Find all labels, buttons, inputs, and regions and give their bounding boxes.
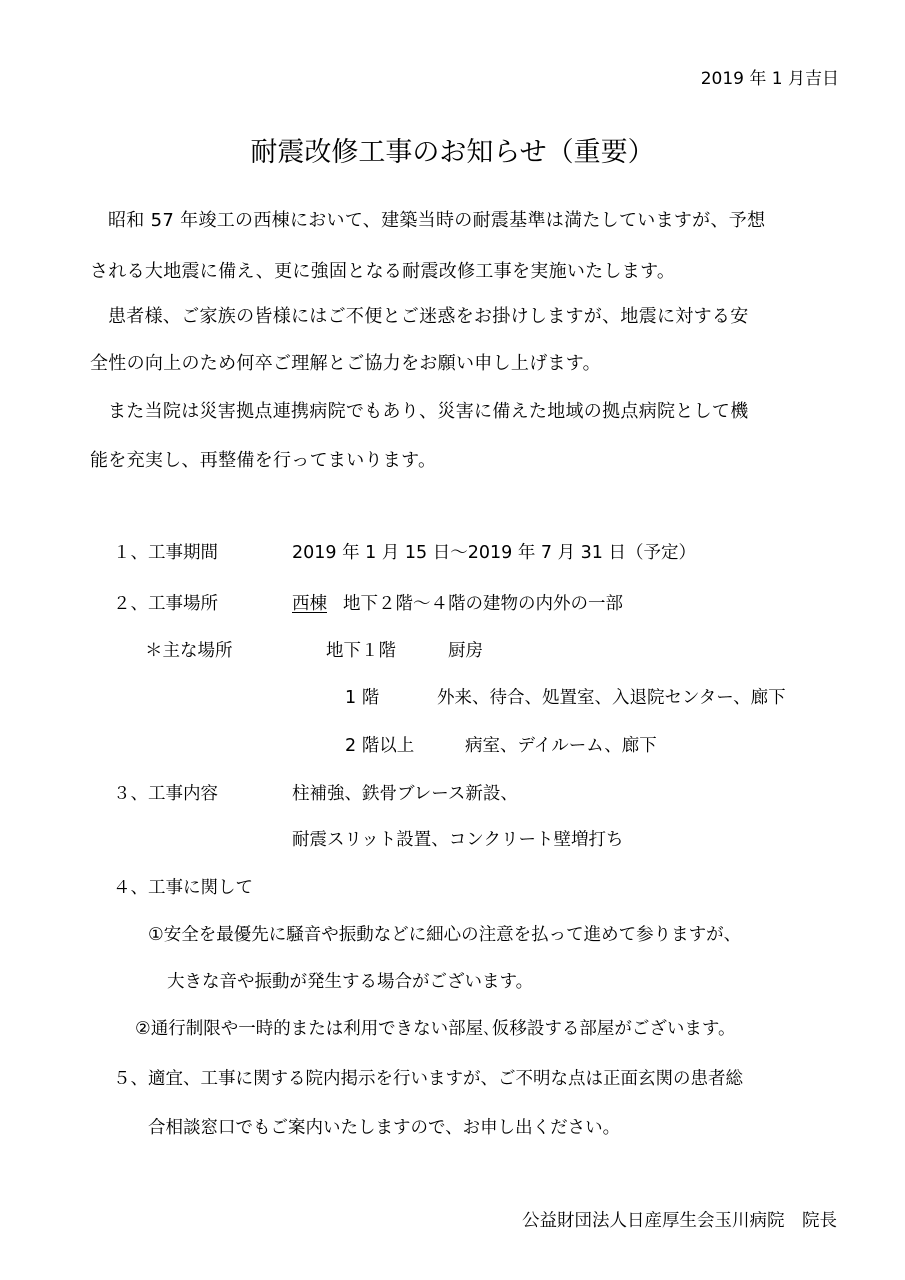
intro-p1-line2: される大地震に備え、更に強固となる耐震改修工事を実施いたします。 [90, 261, 676, 282]
intro-p1-line1: 昭和 57 年竣工の西棟において、建築当時の耐震基準は満たしていますが、予想 [108, 210, 766, 231]
guidance-line2: 合相談窓口でもご案内いたしますので、お申し出ください。 [148, 1118, 621, 1138]
period-value: 2019 年 1 月 15 日～2019 年 7 月 31 日（予定） [292, 543, 697, 563]
content-label: ３、工事内容 [113, 784, 218, 804]
intro-p3-line2: 能を充実し、再整備を行ってまいります。 [90, 450, 437, 471]
signature: 公益財団法人日産厚生会玉川病院 院長 [522, 1211, 837, 1231]
notice-title: 耐震改修工事のお知らせ（重要） [250, 137, 655, 168]
location-building: 西棟 [292, 594, 327, 614]
floor-1-areas: 外来、待合、処置室、入退院センター、廊下 [437, 688, 786, 708]
notice-date: 2019 年 1 月吉日 [700, 69, 839, 89]
floor-2plus-areas: 病室、デイルーム、廊下 [465, 736, 657, 756]
intro-p3-line1: また当院は災害拠点連携病院でもあり、災害に備えた地域の拠点病院として機 [108, 401, 749, 422]
note2: ②通行制限や一時的または利用できない部屋､仮移設する部屋がございます。 [135, 1019, 736, 1039]
note1-line1: ①安全を最優先に騒音や振動などに細心の注意を払って進めて参りますが、 [148, 925, 742, 945]
note1-line2: 大きな音や振動が発生する場合がございます。 [167, 972, 534, 992]
floor-1: 1 階 [345, 688, 380, 708]
floor-b1-areas: 厨房 [448, 641, 483, 661]
intro-p2-line1: 患者様、ご家族の皆様にはご不便とご迷惑をお掛けしますが、地震に対する安 [108, 306, 749, 327]
content-line1: 柱補強、鉄骨ブレース新設、 [292, 784, 518, 804]
floor-b1: 地下１階 [326, 641, 396, 661]
period-label: １、工事期間 [113, 543, 218, 563]
content-line2: 耐震スリット設置、コンクリート壁増打ち [292, 830, 624, 850]
location-value: 地下２階～４階の建物の内外の一部 [343, 594, 623, 614]
main-location-label: ＊主な場所 [145, 641, 233, 661]
intro-p2-line2: 全性の向上のため何卒ご理解とご協力をお願い申し上げます。 [90, 353, 601, 374]
floor-2plus: 2 階以上 [345, 736, 415, 756]
guidance-line1: ５、適宜、工事に関する院内掲示を行いますが、ご不明な点は正面玄関の患者総 [113, 1069, 743, 1089]
notes-label: ４、工事に関して [113, 878, 253, 898]
location-label: ２、工事場所 [113, 594, 218, 614]
